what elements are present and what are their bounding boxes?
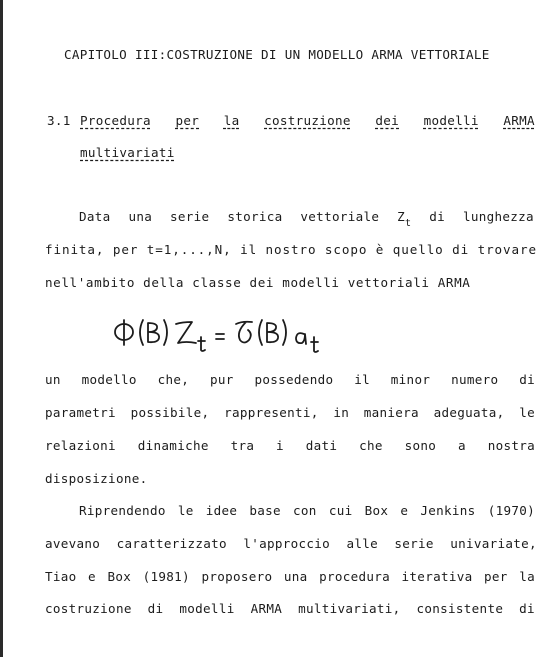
para3-line3: [45, 569, 535, 584]
section-title: [80, 113, 535, 128]
word: base: [249, 503, 281, 518]
word: Tiao: [45, 569, 77, 584]
word: di: [147, 601, 164, 616]
word: il: [354, 372, 370, 387]
word: nostra: [487, 438, 535, 453]
word: con: [293, 503, 317, 518]
section-title-word: Procedura: [80, 113, 151, 128]
word-Zt: [397, 209, 412, 229]
section-title-word: ARMA: [503, 113, 535, 128]
word: (1981): [142, 569, 190, 584]
word: la: [519, 569, 535, 584]
word: maniera: [363, 405, 419, 420]
word: idee: [205, 503, 238, 518]
word: avevano: [45, 536, 101, 551]
section-title-word: per: [175, 113, 200, 128]
chapter-title: CAPITOLO III:COSTRUZIONE DI UN MODELLO ARMA VETTORIALE: [64, 47, 490, 62]
word: ARMA: [250, 601, 283, 616]
word: rappresenti,: [224, 405, 319, 420]
word: possedendo: [254, 372, 334, 387]
word: una: [283, 569, 308, 584]
formula-svg: [112, 312, 332, 358]
section-title-line2: [80, 145, 175, 160]
word: consistente: [416, 601, 504, 616]
word: dinamiche: [137, 438, 209, 453]
para2-line4: disposizione.: [45, 471, 148, 486]
word: vettoriale: [300, 209, 380, 224]
word: numero: [451, 372, 499, 387]
para3-line4: [45, 601, 535, 616]
word: univariate,: [450, 536, 537, 551]
word: caratterizzato: [116, 536, 227, 551]
scan-edge: [0, 0, 3, 657]
subscript-t: t: [405, 218, 412, 229]
word: tra: [230, 438, 255, 453]
word: i: [276, 438, 284, 453]
word: iterativa: [401, 569, 473, 584]
word: procedura: [319, 569, 391, 584]
section-title-word: la: [223, 113, 240, 128]
word: un: [45, 372, 61, 387]
section-title-word: dei: [375, 113, 400, 128]
para1-line3: nell'ambito della classe dei modelli vettoriali ARMA: [45, 275, 471, 290]
word: alle: [346, 536, 378, 551]
word: Box: [107, 569, 132, 584]
word: e: [400, 503, 409, 518]
para2-line2: [45, 405, 535, 420]
word: di: [429, 209, 446, 224]
word: dati: [305, 438, 338, 453]
word: e: [88, 569, 96, 584]
para3-line1: [79, 503, 535, 518]
word: le: [177, 503, 194, 518]
handwritten-formula: [112, 312, 332, 358]
word: Box: [364, 503, 389, 518]
word: modelli: [179, 601, 235, 616]
word: che,: [157, 372, 190, 387]
word: (1970): [487, 503, 535, 518]
section-title-word: multivariati: [80, 145, 175, 160]
section-title-word: costruzione: [264, 113, 351, 128]
word: serie: [170, 209, 210, 224]
word: modello: [81, 372, 137, 387]
word: una: [128, 209, 153, 224]
word: relazioni: [45, 438, 116, 453]
word: l'approccio: [243, 536, 331, 551]
word: a: [457, 438, 466, 453]
word: di: [519, 601, 535, 616]
word: sono: [404, 438, 437, 453]
word: minor: [390, 372, 431, 387]
word: proposero: [201, 569, 273, 584]
para2-line1: [45, 372, 535, 387]
word: pur: [210, 372, 234, 387]
variable-z: Z: [397, 209, 406, 224]
word: multivariati,: [298, 601, 401, 616]
word: parametri: [45, 405, 116, 420]
word: Jenkins: [420, 503, 476, 518]
para2-line3: [45, 438, 535, 453]
word: di: [519, 372, 535, 387]
word: Riprendendo: [79, 503, 166, 518]
word: serie: [394, 536, 434, 551]
word: per: [484, 569, 508, 584]
word: storica: [227, 209, 283, 224]
word: lunghezza: [462, 209, 534, 224]
word: Data: [79, 209, 111, 224]
word: in: [333, 405, 350, 420]
word: cui: [328, 503, 353, 518]
word: costruzione: [45, 601, 132, 616]
word: possibile,: [130, 405, 210, 420]
word: le: [519, 405, 535, 420]
para1-line2: finita, per t=1,...,N, il nostro scopo è quello di trovare: [45, 242, 537, 257]
section-title-word: modelli: [423, 113, 479, 128]
para3-line2: [45, 536, 537, 551]
word: adeguata,: [433, 405, 505, 420]
para1-line1: [79, 209, 534, 229]
word: che: [359, 438, 383, 453]
section-number: 3.1: [47, 113, 71, 128]
